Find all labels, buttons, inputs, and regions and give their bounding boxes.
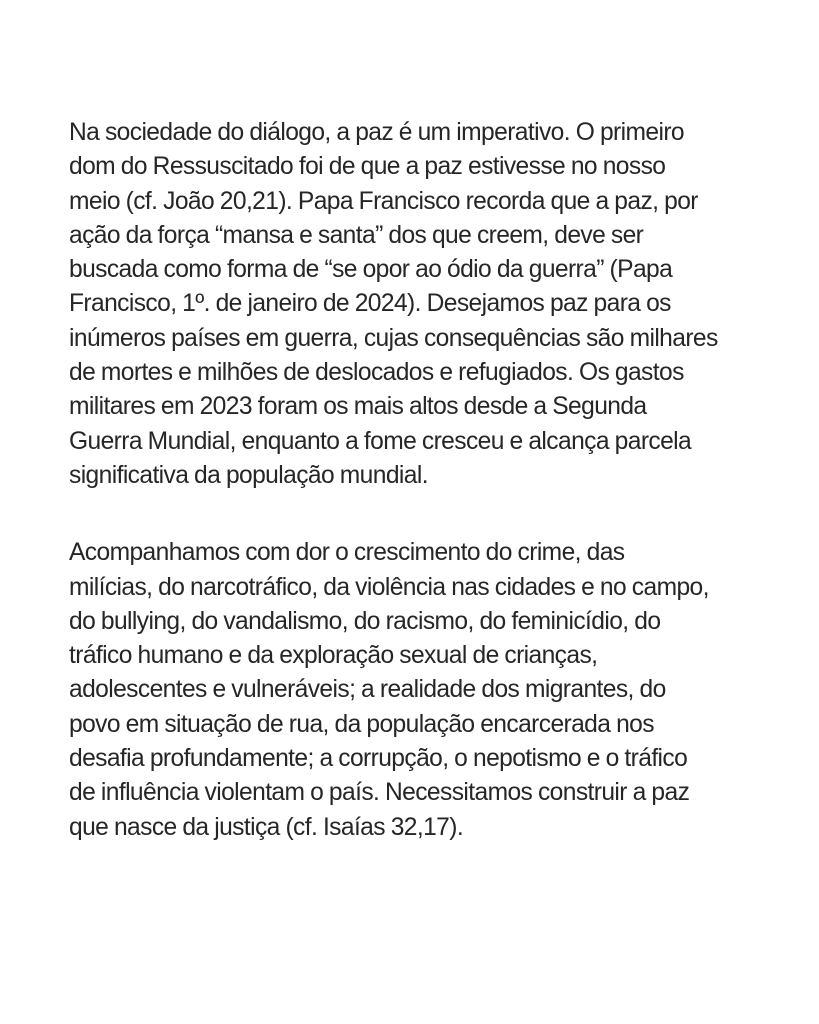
paragraph-spacer	[69, 493, 769, 536]
text-line: povo em situação de rua, da população encarcerada nos	[69, 710, 654, 738]
text-line: tráfico humano e da exploração sexual de crianças,	[69, 642, 598, 670]
text-line: meio (cf. João 20,21). Papa Francisco recorda que a paz, por	[69, 187, 698, 215]
text-line: dom do Ressuscitado foi de que a paz estivesse no nosso	[69, 153, 666, 181]
text-line: do bullying, do vandalismo, do racismo, do feminicídio, do	[69, 607, 661, 635]
text-line: Francisco, 1º. de janeiro de 2024). Desejamos paz para os	[69, 290, 671, 318]
text-line: milícias, do narcotráfico, da violência nas cidades e no campo,	[69, 573, 709, 601]
text-line: de mortes e milhões de deslocados e refugiados. Os gastos	[69, 359, 684, 387]
text-line: Acompanhamos com dor o crescimento do crime, das	[69, 539, 625, 567]
text-line: Guerra Mundial, enquanto a fome cresceu e alcança parcela	[69, 427, 692, 455]
text-line: buscada como forma de “se opor ao ódio da guerra” (Papa	[69, 256, 673, 284]
paragraph-violence	[69, 536, 769, 845]
text-line: ação da força “mansa e santa” dos que creem, deve ser	[69, 221, 644, 249]
text-line: significativa da população mundial.	[69, 461, 428, 489]
text-line: desafia profundamente; a corrupção, o nepotismo e o tráfico	[69, 745, 688, 773]
text-line: que nasce da justiça (cf. Isaías 32,17).	[69, 813, 464, 841]
paragraph-peace	[69, 116, 769, 493]
text-line: de influência violentam o país. Necessitamos construir a paz	[69, 779, 690, 807]
text-line: Na sociedade do diálogo, a paz é um imperativo. O primeiro	[69, 119, 685, 146]
text-line: adolescentes e vulneráveis; a realidade dos migrantes, do	[69, 676, 666, 704]
text-line: militares em 2023 foram os mais altos desde a Segunda	[69, 393, 647, 421]
text-line: inúmeros países em guerra, cujas consequências são milhares	[69, 324, 718, 352]
